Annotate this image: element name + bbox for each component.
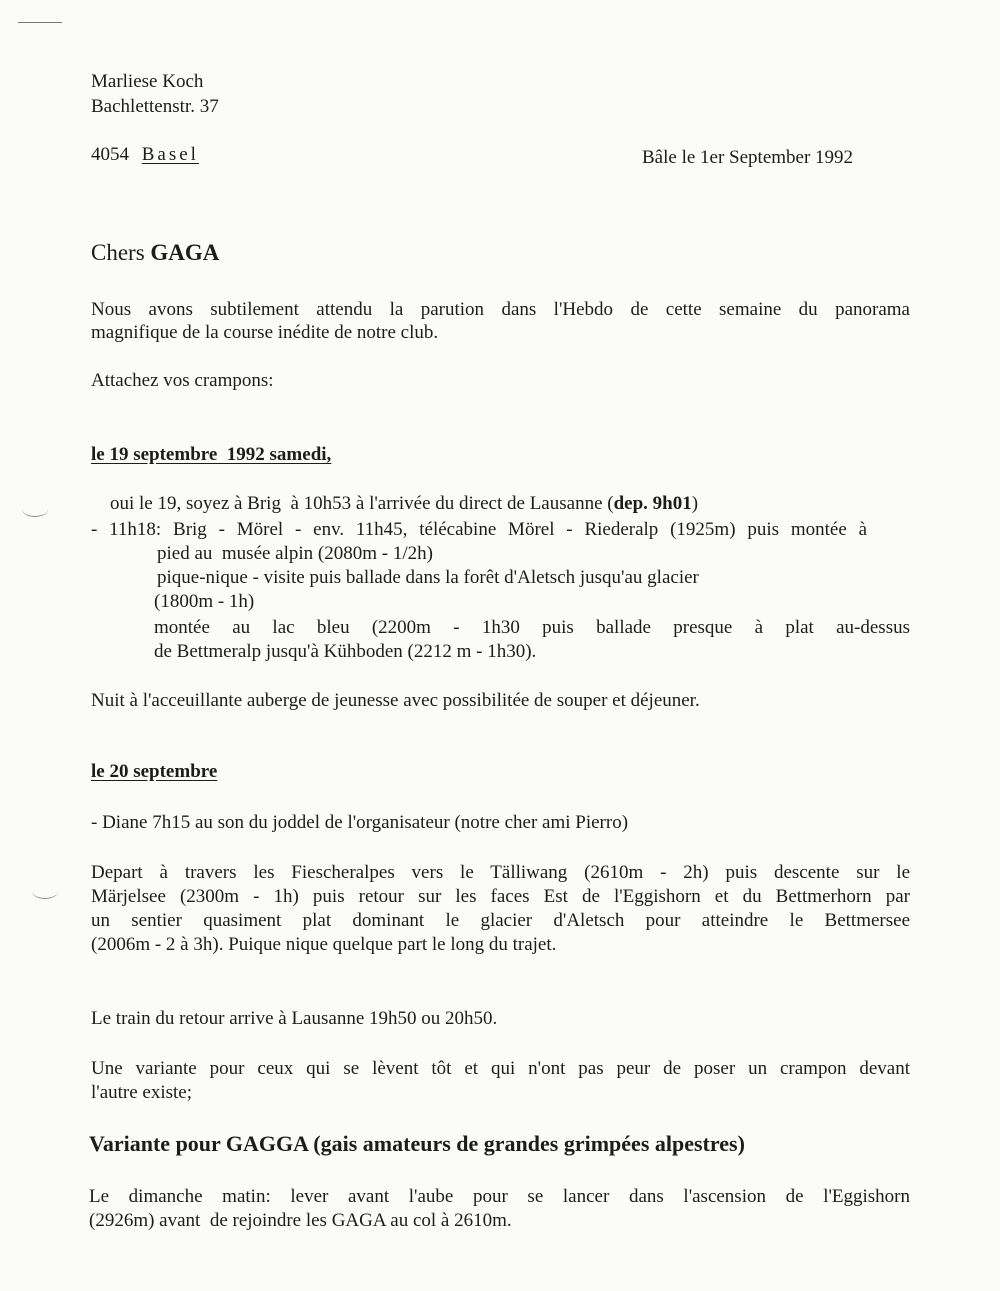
day1-program-line-6: de Bettmeralp jusqu'à Kühboden (2212 m - 1h30).	[154, 641, 537, 662]
day1-program-line-1: - 11h18: Brig - Mörel - env. 11h45, télécabine Mörel - Riederalp (1925m) puis montée à	[91, 519, 867, 540]
sender-postcode-city	[91, 143, 199, 167]
date-line: Bâle le 1er September 1992	[642, 147, 854, 168]
day1-arrival-text: oui le 19, soyez à Brig à 10h53 à l'arrivée du direct de Lausanne (	[110, 493, 614, 514]
variant-intro-line-1: Une variante pour ceux qui se lèvent tôt et qui n'ont pas peur de poser un crampon devant	[91, 1058, 910, 1079]
train-line: Le train du retour arrive à Lausanne 19h50 ou 20h50.	[91, 1008, 498, 1029]
day1-program-line-3: pique-nique - visite puis ballade dans la forêt d'Aletsch jusqu'au glacier	[157, 567, 699, 588]
scan-mark-margin-2	[32, 884, 58, 899]
sender-name: Marliese Koch	[91, 71, 204, 92]
intro-line-2: magnifique de la course inédite de notre club.	[91, 322, 439, 343]
day1-program-line-4: (1800m - 1h)	[154, 591, 255, 612]
variant-intro-line-2: l'autre existe;	[91, 1082, 193, 1103]
day2-heading: le 20 septembre	[91, 761, 218, 782]
intro-line-1: Nous avons subtilement attendu la parution dans l'Hebdo de cette semaine du panorama	[91, 299, 910, 320]
variant-heading: Variante pour GAGGA (gais amateurs de grandes grimpées alpestres)	[89, 1131, 745, 1156]
day2-depart-line-4: (2006m - 2 à 3h). Puique nique quelque part le long du trajet.	[91, 934, 557, 955]
variant-text-line-1: Le dimanche matin: lever avant l'aube pour se lancer dans l'ascension de l'Eggishorn	[89, 1186, 910, 1207]
day1-night: Nuit à l'acceuillante auberge de jeunesse avec possibilitée de souper et déjeuner.	[91, 690, 700, 711]
scan-mark-margin-1	[22, 502, 48, 517]
day1-arrival-departure: dep. 9h01	[613, 493, 692, 514]
day2-depart-line-3: un sentier quasiment plat dominant le glacier d'Aletsch pour atteindre le Bettmersee	[91, 910, 910, 931]
sender-postcode: 4054	[91, 144, 129, 165]
day2-depart-line-1: Depart à travers les Fiescheralpes vers le Tälliwang (2610m - 2h) puis descente sur le	[91, 862, 910, 883]
sender-street: Bachlettenstr. 37	[91, 96, 219, 117]
day1-program-line-5: montée au lac bleu (2200m - 1h30 puis ballade presque à plat au-dessus	[154, 617, 910, 638]
day1-program-line-2: pied au musée alpin (2080m - 1/2h)	[157, 543, 433, 564]
day2-wake: - Diane 7h15 au son du joddel de l'organisateur (notre cher ami Pierro)	[91, 812, 629, 833]
day1-arrival-end: )	[691, 493, 699, 514]
day2-depart-line-2: Märjelsee (2300m - 1h) puis retour sur les faces Est de l'Eggishorn et du Bettmerhorn par	[91, 886, 910, 907]
variant-text-line-2: (2926m) avant de rejoindre les GAGA au col à 2610m.	[89, 1210, 512, 1231]
sender-city: Basel	[141, 144, 199, 165]
day1-heading: le 19 septembre 1992 samedi,	[91, 444, 332, 465]
greeting	[91, 240, 219, 266]
scan-mark-top-left	[18, 22, 62, 23]
greeting-prefix: Chers	[91, 240, 151, 265]
greeting-name: GAGA	[150, 240, 220, 265]
attach-line: Attachez vos crampons:	[91, 370, 274, 391]
